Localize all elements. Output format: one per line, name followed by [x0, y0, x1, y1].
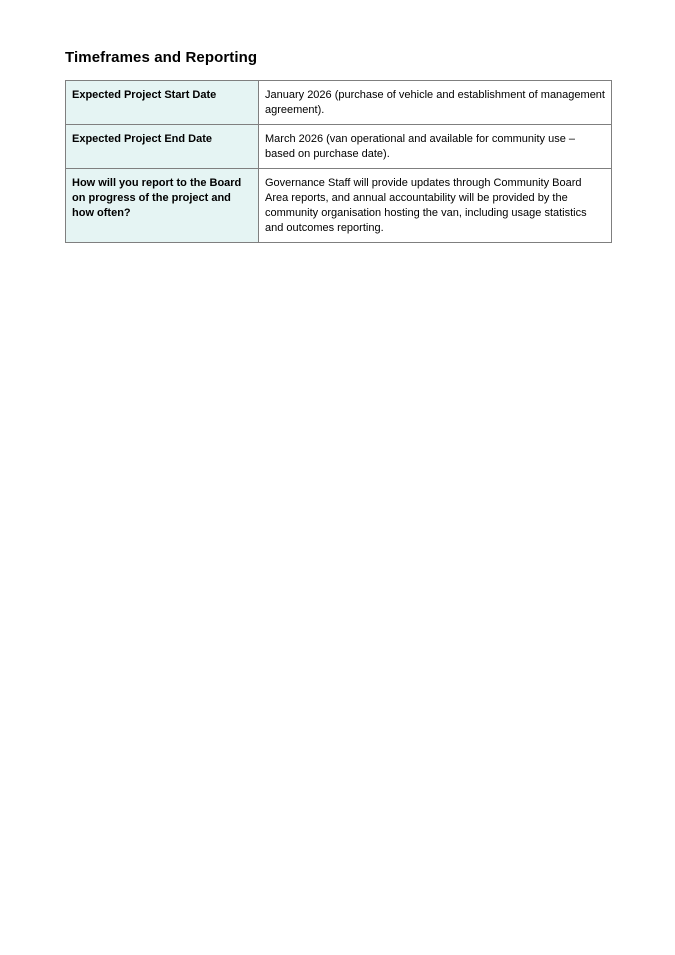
timeframes-table — [65, 80, 612, 243]
table-row-reporting — [66, 169, 612, 243]
row-value: January 2026 (purchase of vehicle and establishment of management agreement). — [259, 81, 612, 125]
row-value: March 2026 (van operational and available for community use – based on purchase date). — [259, 125, 612, 169]
table-row-end-date — [66, 125, 612, 169]
table-row-start-date — [66, 81, 612, 125]
section-heading: Timeframes and Reporting — [65, 49, 258, 66]
row-label: Expected Project Start Date — [66, 81, 259, 125]
row-value: Governance Staff will provide updates through Community Board Area reports, and annual accountability will be provided by the community organisation hosting the van, including usage statistics and outcomes reporting. — [259, 169, 612, 243]
row-label: Expected Project End Date — [66, 125, 259, 169]
row-label: How will you report to the Board on progress of the project and how often? — [66, 169, 259, 243]
